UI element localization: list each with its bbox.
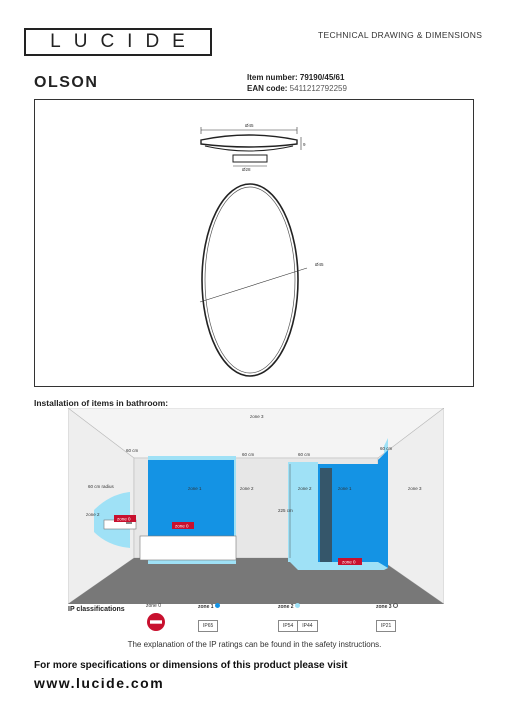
outer-ring [202, 184, 298, 376]
ip-zone3-block [376, 603, 398, 632]
technical-drawing [35, 100, 475, 388]
height-225-label: 225 cm [278, 508, 293, 513]
width-dimension-label: Ø45 [245, 123, 254, 128]
side-view [201, 123, 306, 172]
top-view [200, 184, 324, 376]
zone1-right-label: zone 1 [338, 486, 352, 491]
ip44-box: IP44 [298, 620, 317, 632]
ip-explanation-note: The explanation of the IP ratings can be found in the safety instructions. [127, 640, 382, 649]
bathroom-section-title: Installation of items in bathroom: [34, 398, 169, 408]
diameter-label: Ø45 [315, 262, 324, 267]
ip-zone1-block [198, 603, 220, 632]
base-dimension-label: Ø28 [242, 167, 251, 172]
ip54-box: IP54 [278, 620, 298, 632]
mounting-base [233, 155, 267, 162]
zone2-label-a: zone 2 [240, 486, 254, 491]
ean-row [247, 83, 347, 94]
product-meta [247, 72, 347, 94]
technical-drawing-frame [34, 99, 474, 387]
brand-logo: LUCIDE [24, 28, 212, 56]
document-title: TECHNICAL DRAWING & DIMENSIONS [318, 30, 483, 40]
no-entry-icon [146, 612, 166, 632]
diameter-line [200, 268, 307, 302]
dim-60-d: 60 cm [380, 446, 393, 451]
ip-zone0-title: zone 0 [146, 603, 162, 609]
product-name: OLSON [34, 74, 99, 91]
zone3-top-label: zone 3 [250, 414, 264, 419]
ip-zone3-title: zone 3 [376, 603, 398, 610]
zone2-color-dot-icon [295, 603, 300, 608]
shower-glass-panel [320, 468, 332, 562]
zone3-color-dot-icon [393, 603, 398, 608]
ip65-box: IP65 [198, 620, 218, 632]
zone2-label-b: zone 2 [298, 486, 312, 491]
zone1-left-label: zone 1 [188, 486, 202, 491]
footer-website-link[interactable]: www.lucide.com [34, 675, 165, 691]
bathroom-zones-svg [68, 408, 444, 604]
bathroom-zones-illustration [68, 408, 444, 604]
inner-ring [205, 187, 295, 373]
zone2-label-c: zone 2 [86, 512, 100, 517]
radius-label: 60 cm radius [88, 484, 114, 489]
dim-60-c: 60 cm [298, 452, 311, 457]
zone1-shower-side [378, 450, 388, 568]
dim-60-a: 60 cm [126, 448, 139, 453]
zone3-right-label: zone 3 [408, 486, 422, 491]
zone1-color-dot-icon [215, 603, 220, 608]
ip-zone1-title: zone 1 [198, 603, 220, 610]
ip-zone0-block [146, 603, 166, 634]
lamp-shade-profile [201, 135, 297, 147]
item-number-value: 79190/45/61 [299, 73, 345, 82]
zone2-shower-floor [290, 559, 384, 570]
ean-label: EAN code: [247, 84, 290, 93]
item-number-row [247, 72, 347, 83]
zone0-label-c: zone 0 [342, 559, 356, 565]
zone0-label-a: zone 0 [117, 516, 131, 522]
zone0-label-b: zone 0 [175, 523, 189, 529]
item-number-label: Item number: [247, 73, 300, 82]
height-dimension-label: 9 [303, 142, 306, 147]
ip21-box: IP21 [376, 620, 396, 632]
dim-60-b: 60 cm [242, 452, 255, 457]
ean-value: 5411212792259 [289, 84, 347, 93]
ip-classifications-label: IP classifications [68, 606, 125, 613]
ip-zone2-block [278, 603, 318, 632]
ip-zone2-title: zone 2 [278, 603, 318, 610]
footer-more-info: For more specifications or dimensions of this product please visit [34, 660, 348, 671]
bathtub [140, 536, 236, 560]
